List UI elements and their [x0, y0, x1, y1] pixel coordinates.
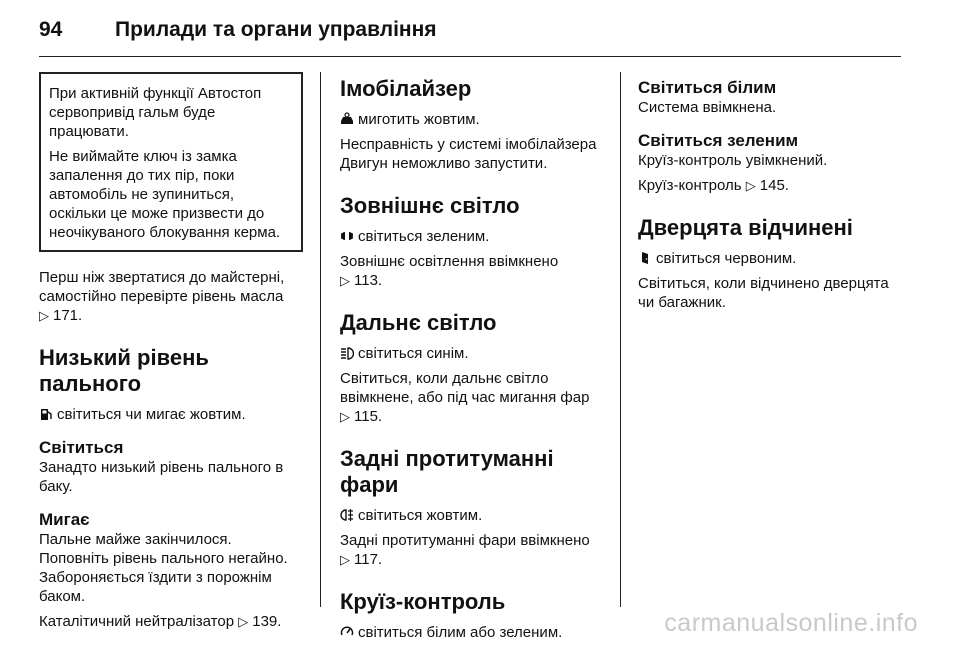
page-ref-arrow-icon: ▷ — [39, 308, 49, 323]
paragraph: Несправність у системі імобілайзера Двигун неможливо запустити. — [340, 136, 597, 172]
page-ref[interactable]: 171. — [53, 307, 83, 324]
parking-lights-icon — [340, 229, 354, 243]
section-heading: Імобілайзер — [340, 76, 472, 101]
rear-fog-icon — [340, 508, 354, 522]
paragraph: Пальне майже закінчилося. Поповніть рівень пального негайно. Забороняється їздити з порожнім баком. — [39, 531, 288, 605]
section-heading: Низький рівень пального — [39, 345, 209, 396]
key-car-icon — [340, 112, 354, 126]
paragraph: миготить жовтим. — [340, 110, 604, 129]
paragraph: Перш ніж звертатися до майстерні, самостійно перевірте рівень масла ▷ 171. — [39, 269, 285, 324]
paragraph: Каталітичний нейтралізатор ▷ 139. — [39, 613, 282, 630]
column-middle — [340, 72, 604, 648]
paragraph: світиться синім. — [340, 344, 604, 363]
subsection-heading: Світиться — [39, 438, 124, 457]
section-heading: Круїз-контроль — [340, 589, 506, 614]
paragraph: світиться зеленим. — [340, 227, 604, 246]
page-ref[interactable]: 113. — [354, 272, 383, 289]
page-ref-arrow-icon: ▷ — [745, 178, 756, 193]
notice-box — [39, 72, 303, 252]
paragraph: світиться червоним. — [638, 249, 902, 268]
paragraph: Круїз-контроль увімкнений. — [638, 152, 828, 169]
subsection-heading: Світиться білим — [638, 78, 777, 97]
paragraph: Світиться, коли дальнє світло ввімкнене, або під час мигання фар ▷ 115. — [340, 370, 590, 425]
page-header — [39, 12, 901, 57]
fuel-pump-icon — [39, 407, 53, 421]
page-ref[interactable]: 115. — [354, 408, 383, 425]
page-ref-arrow-icon: ▷ — [340, 552, 350, 567]
watermark: carmanualsonline.info — [664, 609, 918, 637]
column-right — [638, 72, 902, 318]
section-heading: Зовнішнє світло — [340, 193, 520, 218]
high-beam-icon — [340, 346, 354, 360]
paragraph: світиться білим або зеленим. — [340, 623, 604, 642]
page-ref-arrow-icon: ▷ — [340, 273, 350, 288]
column-divider — [620, 72, 621, 607]
paragraph: Система ввімкнена. — [638, 99, 777, 116]
paragraph: Світиться, коли відчинено дверцята чи багажник. — [638, 275, 889, 311]
subsection-heading: Світиться зеленим — [638, 131, 799, 150]
page-title: Прилади та органи управління — [115, 18, 437, 41]
column-left — [39, 72, 303, 637]
door-open-icon — [638, 251, 652, 265]
page-ref[interactable]: 117. — [354, 551, 383, 568]
paragraph: Занадто низький рівень пального в баку. — [39, 459, 284, 495]
column-divider — [320, 72, 321, 607]
section-heading: Задні протитуманні фари — [340, 446, 554, 497]
cruise-control-icon — [340, 625, 354, 639]
paragraph: світиться жовтим. — [340, 506, 604, 525]
section-heading: Дальнє світло — [340, 310, 497, 335]
paragraph: Задні протитуманні фари ввімкнено ▷ 117. — [340, 532, 590, 568]
notice-text: При активній функції Автостоп сервопривід гальм буде працювати. — [49, 85, 262, 140]
page-ref-arrow-icon: ▷ — [238, 614, 249, 629]
notice-text: Не виймайте ключ із замка запалення до тих пір, поки автомобіль не зупиниться, оскільки це може призвести до неочікуваного блокування керма. — [49, 148, 281, 241]
paragraph: Зовнішнє освітлення ввімкнено ▷ 113. — [340, 253, 559, 289]
page-ref[interactable]: 139. — [252, 613, 282, 630]
page-number: 94 — [39, 18, 63, 41]
page-ref[interactable]: 145. — [759, 177, 789, 194]
paragraph: світиться чи мигає жовтим. — [39, 405, 303, 424]
section-heading: Дверцята відчинені — [638, 215, 853, 240]
page-ref-arrow-icon: ▷ — [340, 409, 350, 424]
paragraph: Круїз-контроль ▷ 145. — [638, 177, 789, 194]
subsection-heading: Мигає — [39, 510, 90, 529]
